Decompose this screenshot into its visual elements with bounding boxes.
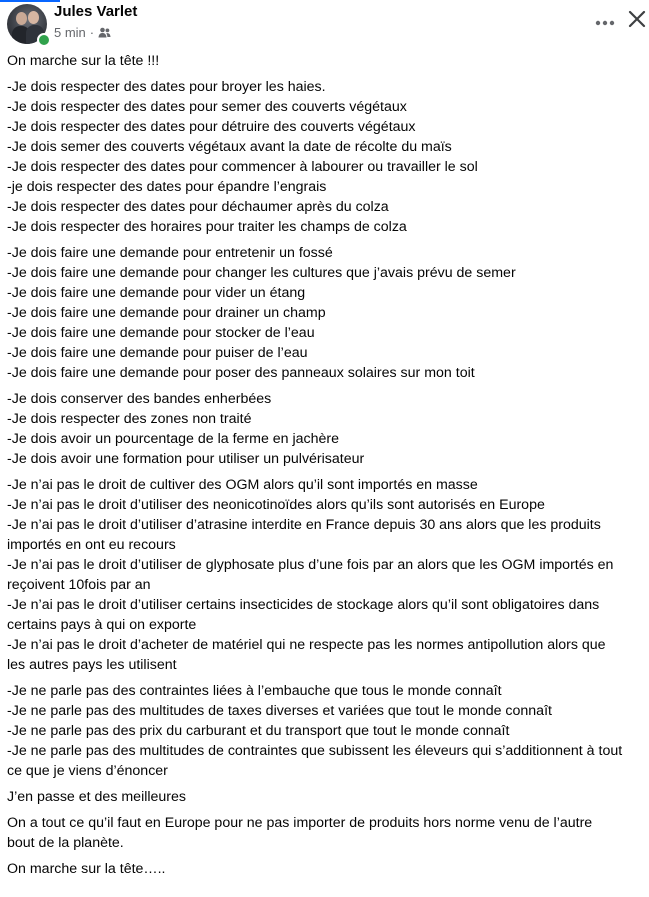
post-text-line: -Je dois faire une demande pour stocker de l’eau [7, 325, 315, 341]
post-text-line: les autres pays les utilisent [7, 657, 177, 673]
post-text-line: -Je dois faire une demande pour vider un étang [7, 285, 306, 301]
post-text-line: -Je dois respecter des horaires pour traiter les champs de colza [7, 219, 407, 235]
post-text-line: -Je dois respecter des dates pour détruire des couverts végétaux [7, 119, 416, 135]
post-text [7, 51, 649, 885]
post-text-line: -Je dois faire une demande pour changer les cultures que j’avais prévu de semer [7, 265, 516, 281]
author-name[interactable]: Jules Varlet [54, 3, 138, 20]
post-text-line: On marche sur la tête….. [7, 861, 166, 877]
post-text-line: -Je dois respecter des dates pour broyer les haies. [7, 79, 326, 95]
meta-separator: · [89, 25, 95, 40]
post-text-line: -Je n’ai pas le droit d’utiliser des neonicotinoïdes alors qu’ils sont autorisés en Europe [7, 497, 545, 513]
post-text-line: reçoivent 10fois par an [7, 577, 151, 593]
post-paragraph [7, 389, 649, 469]
post-text-line: -Je dois respecter des zones non traité [7, 411, 252, 427]
post-text-line: -Je dois faire une demande pour poser des panneaux solaires sur mon toit [7, 365, 475, 381]
post-text-line: J’en passe et des meilleures [7, 789, 187, 805]
post-text-line: certains pays à qui on exporte [7, 617, 197, 633]
post-text-line: -Je ne parle pas des contraintes liées à l’embauche que tous le monde connaît [7, 683, 502, 699]
post-text-line: -Je dois semer des couverts végétaux avant la date de récolte du maïs [7, 139, 452, 155]
post-text-line: -Je n’ai pas le droit d’acheter de matériel qui ne respecte pas les normes antipollution alors que [7, 637, 606, 653]
post-text-line: bout de la planète. [7, 835, 124, 851]
post-header [6, 2, 649, 44]
post-text-line: On a tout ce qu’il faut en Europe pour ne pas importer de produits hors norme venu de l’autre [7, 815, 593, 831]
post-paragraph [7, 77, 649, 237]
post-text-line: -Je ne parle pas des multitudes de taxes diverses et variées que tout le monde connaît [7, 703, 552, 719]
post-text-line: On marche sur la tête !!! [7, 53, 160, 69]
post-text-line: -Je ne parle pas des multitudes de contraintes que subissent les éleveurs qui s’additionnent à tout [7, 743, 623, 759]
friends-icon[interactable] [98, 27, 111, 38]
post-meta [54, 25, 111, 40]
post-paragraph [7, 681, 649, 781]
post-paragraph [7, 787, 649, 807]
post-paragraph [7, 813, 649, 853]
post-text-line: -Je dois conserver des bandes enherbées [7, 391, 272, 407]
post-text-line: importés en ont eu recours [7, 537, 176, 553]
close-button[interactable] [625, 9, 649, 33]
post-text-line: -Je dois respecter des dates pour déchaumer après du colza [7, 199, 389, 215]
post-paragraph [7, 475, 649, 675]
post-paragraph [7, 243, 649, 383]
post-text-line: -je dois respecter des dates pour épandre l’engrais [7, 179, 327, 195]
post-paragraph [7, 51, 649, 71]
post-text-line: -Je n’ai pas le droit d’utiliser certains insecticides de stockage alors qu’il sont obligatoires dans [7, 597, 600, 613]
post-text-line: -Je n’ai pas le droit de cultiver des OGM alors qu’il sont importés en masse [7, 477, 478, 493]
post-text-line: -Je dois respecter des dates pour semer des couverts végétaux [7, 99, 407, 115]
post-text-line: -Je dois faire une demande pour entretenir un fossé [7, 245, 333, 261]
post-text-line: -Je n’ai pas le droit d’utiliser de glyphosate plus d’une fois par an alors que les OGM importés en [7, 557, 614, 573]
post-paragraph [7, 859, 649, 879]
post-text-line: -Je n’ai pas le droit d’utiliser d’atrasine interdite en France depuis 30 ans alors que les produits [7, 517, 601, 533]
post-text-line: -Je dois faire une demande pour puiser de l’eau [7, 345, 308, 361]
post-text-line: -Je dois respecter des dates pour commencer à labourer ou travailler le sol [7, 159, 478, 175]
post-text-line: -Je dois avoir une formation pour utiliser un pulvérisateur [7, 451, 365, 467]
online-status-dot [37, 33, 51, 47]
post-text-line: -Je ne parle pas des prix du carburant et du transport que tout le monde connaît [7, 723, 510, 739]
more-options-button[interactable] [592, 10, 618, 34]
post-timestamp[interactable]: 5 min [54, 25, 86, 40]
post-text-line: -Je dois avoir un pourcentage de la ferme en jachère [7, 431, 340, 447]
post-text-line: -Je dois faire une demande pour drainer un champ [7, 305, 326, 321]
post-text-line: ce que je viens d’énoncer [7, 763, 168, 779]
more-horizontal-icon [595, 13, 615, 31]
close-icon [628, 10, 646, 33]
